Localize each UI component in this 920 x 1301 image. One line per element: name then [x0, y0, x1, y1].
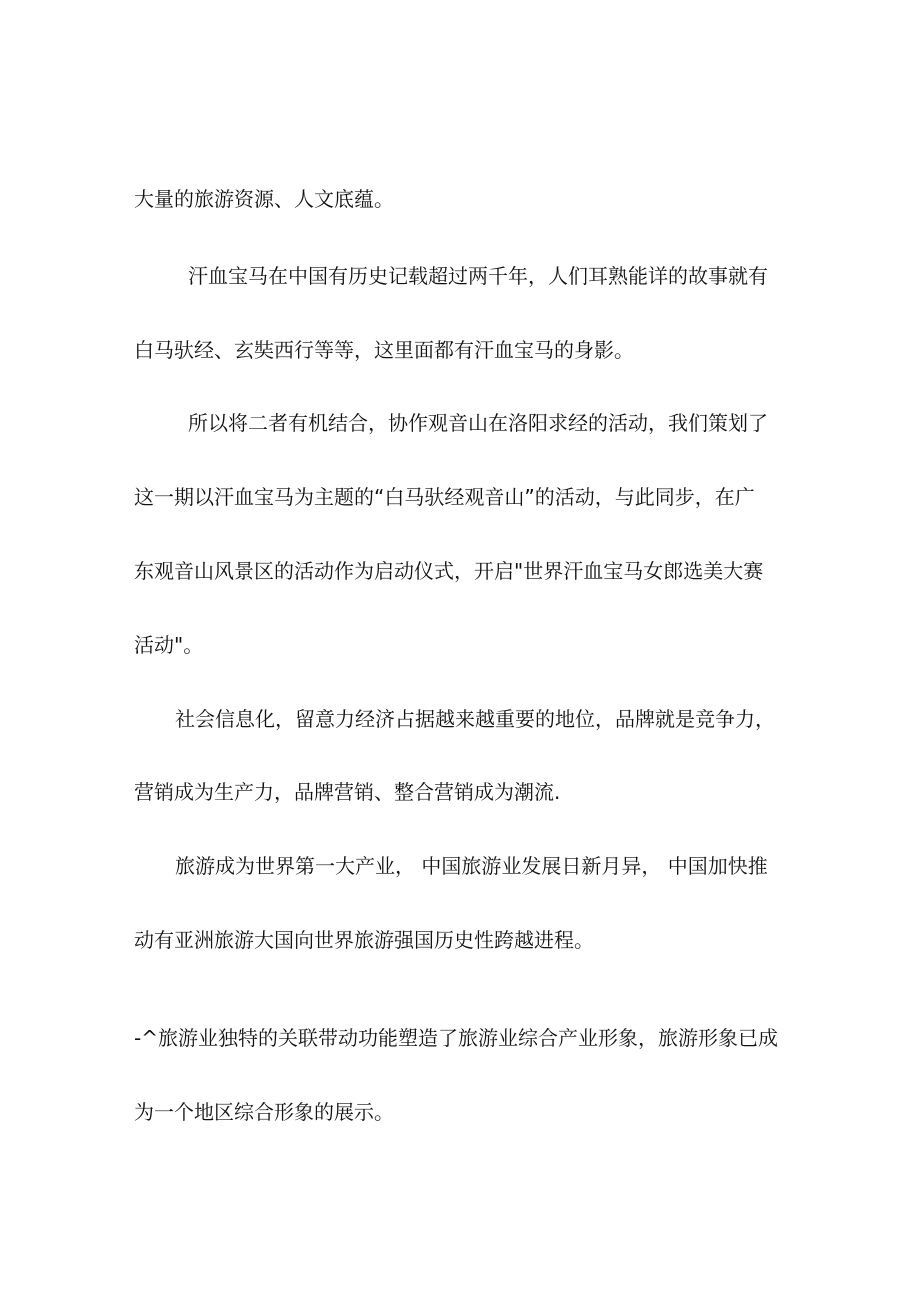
- paragraph-start-line: -^旅游业独特的关联带动功能塑造了旅游业综合产业形象，旅游形象已成: [134, 1026, 778, 1050]
- paragraph-start-line: 社会信息化，留意力经济占据越来越重要的地位，品牌就是竞争力，: [175, 707, 775, 731]
- text-line: 这一期以汗血宝马为主题的“白马驮经观音山”的活动，与此同步，在广: [134, 485, 755, 509]
- text-line: 为一个地区综合形象的展示。: [134, 1100, 394, 1124]
- paragraph-start-line: 汗血宝马在中国有历史记载超过两千年，人们耳熟能详的故事就有: [188, 264, 768, 288]
- text-line: 活动"。: [134, 633, 204, 657]
- text-line: 大量的旅游资源、人文底蕴。: [134, 187, 394, 211]
- text-line: 动有亚洲旅游大国向世界旅游强国历史性跨越进程。: [134, 928, 594, 952]
- text-line: 东观音山风景区的活动作为启动仪式，开启"世界汗血宝马女郎选美大赛: [134, 559, 764, 583]
- text-line: 白马驮经、玄奘西行等等，这里面都有汗血宝马的身影。: [134, 338, 634, 362]
- text-line: 营销成为生产力，品牌营销、整合营销成为潮流.: [134, 780, 561, 804]
- paragraph-start-line: 所以将二者有机结合，协作观音山在洛阳求经的活动，我们策划了: [188, 411, 768, 435]
- paragraph-start-line: 旅游成为世界第一大产业， 中国旅游业发展日新月异， 中国加快推: [175, 854, 768, 878]
